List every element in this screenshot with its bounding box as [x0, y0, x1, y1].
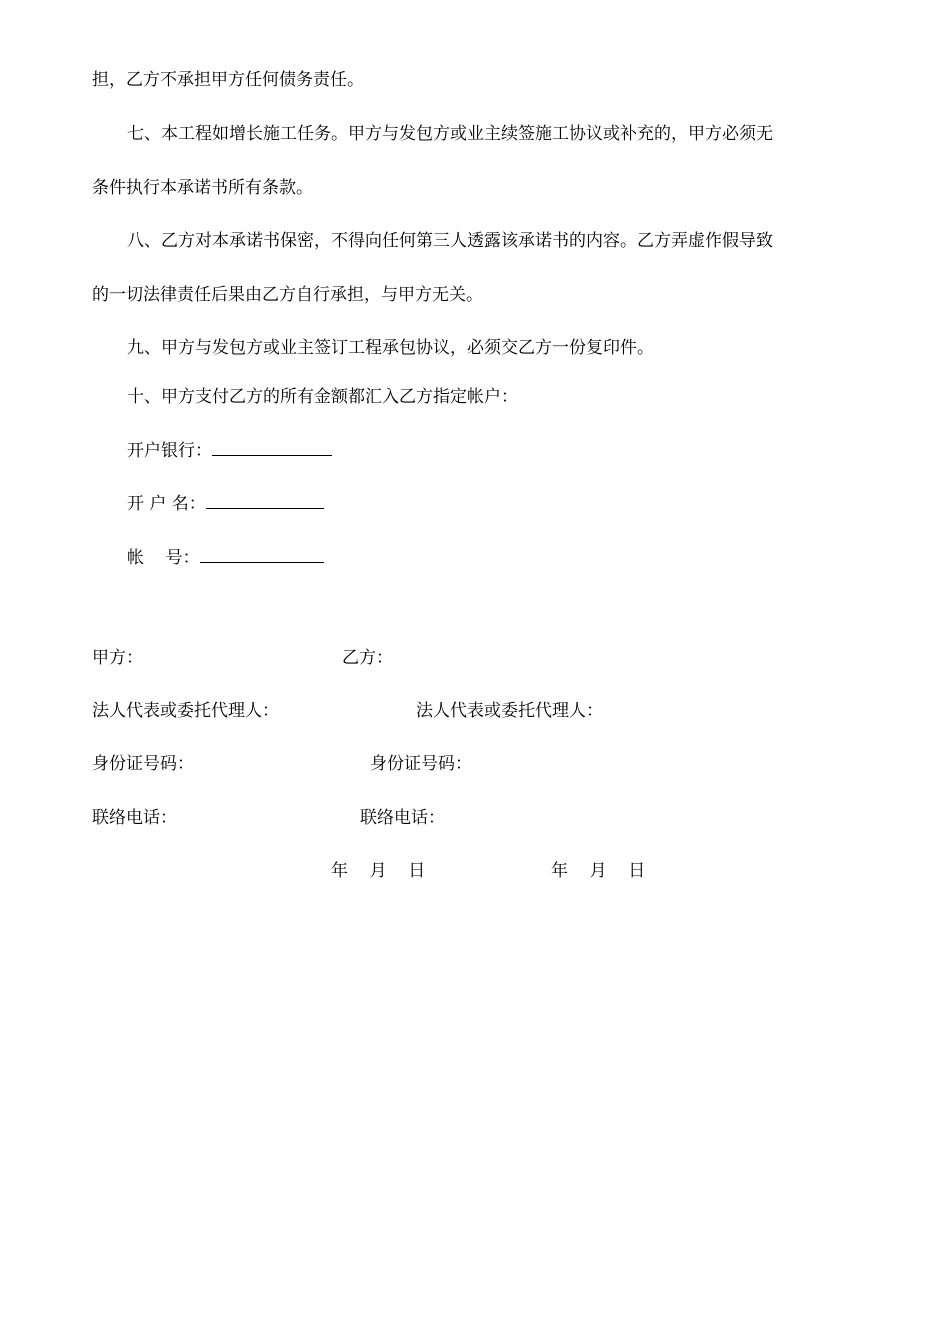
account-holder-label: 开 户 名： [127, 494, 206, 514]
party-a-id-number: 身份证号码： [92, 754, 194, 774]
party-b-phone: 联络电话： [360, 808, 445, 828]
clause-8-line-2: 的一切法律责任后果由乙方自行承担，与甲方无关。 [92, 285, 483, 305]
party-b-id-number: 身份证号码： [370, 754, 472, 774]
party-a-representative: 法人代表或委托代理人： [92, 701, 279, 721]
clause-7-line-2: 条件执行本承诺书所有条款。 [92, 178, 313, 198]
paragraph-6-continuation: 担，乙方不承担甲方任何债务责任。 [92, 70, 364, 90]
party-a-label: 甲方： [92, 648, 143, 668]
party-b-label: 乙方： [342, 648, 393, 668]
account-number-field [127, 544, 324, 570]
party-a-phone: 联络电话： [92, 808, 177, 828]
account-number-blank[interactable] [200, 544, 324, 563]
party-a-date: 年 月 日 [331, 861, 426, 881]
clause-10: 十、甲方支付乙方的所有金额都汇入乙方指定帐户： [127, 387, 518, 407]
bank-name-label: 开户银行： [127, 441, 212, 461]
party-b-date: 年 月 日 [551, 861, 646, 881]
account-holder-blank[interactable] [206, 490, 324, 509]
bank-name-blank[interactable] [212, 437, 332, 456]
clause-9: 九、甲方与发包方或业主签订工程承包协议，必须交乙方一份复印件。 [127, 338, 654, 358]
clause-8-line-1: 八、乙方对本承诺书保密，不得向任何第三人透露该承诺书的内容。乙方弄虚作假导致 [127, 231, 773, 251]
clause-7-line-1: 七、本工程如增长施工任务。甲方与发包方或业主续签施工协议或补充的，甲方必须无 [127, 124, 773, 144]
party-b-representative: 法人代表或委托代理人： [416, 701, 603, 721]
account-number-label: 帐 号： [127, 548, 200, 568]
bank-name-field [127, 437, 332, 463]
account-holder-field [127, 490, 324, 516]
